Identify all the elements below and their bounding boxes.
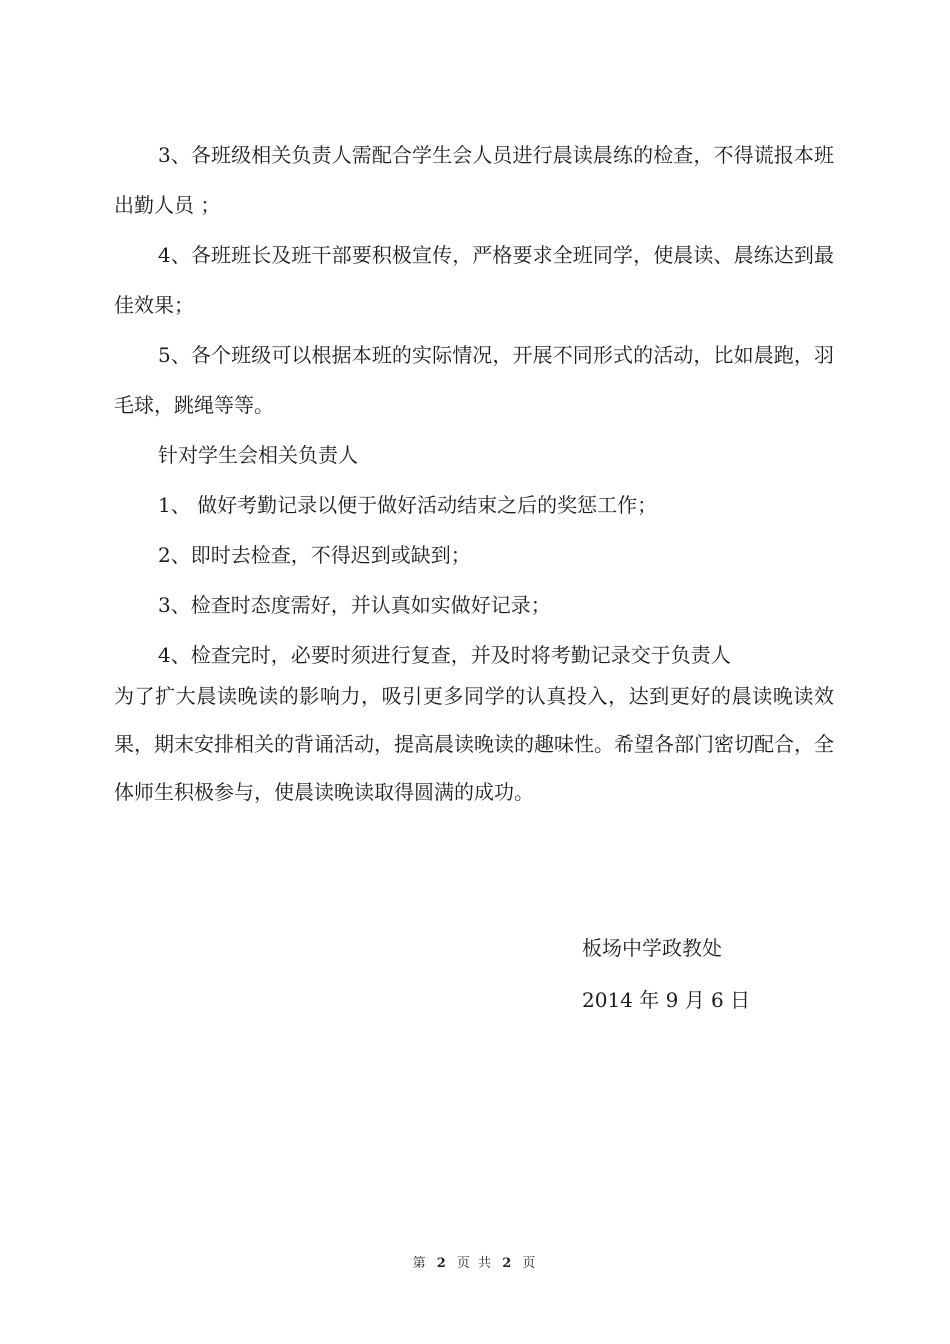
- signature-date: 2014 年 9 月 6 日: [582, 988, 751, 1012]
- footer-middle: 页 共: [456, 1256, 494, 1271]
- duty-item-1: 1、 做好考勤记录以便于做好活动结束之后的奖惩工作；: [158, 493, 658, 517]
- closing-paragraph: 为了扩大晨读晚读的影响力，吸引更多同学的认真投入，达到更好的晨读晚读效果，期末安排相关的背诵活动，提高晨读晚读的趣味性。希望各部门密切配合，全体师生积极参与，使晨读晚读取得圆满的成功。: [114, 684, 834, 804]
- duty-item-2: 2、即时去检查，不得迟到或缺到；: [158, 543, 471, 567]
- footer-prefix: 第: [412, 1256, 428, 1271]
- page-footer: [0, 1252, 950, 1271]
- document-body: [114, 130, 834, 680]
- paragraph-item-3: 3、各班级相关负责人需配合学生会人员进行晨读晨练的检查，不得谎报本班出勤人员 ；: [114, 143, 834, 217]
- duty-item-4: 4、检查完时，必要时须进行复查，并及时将考勤记录交于负责人: [158, 643, 731, 667]
- duty-item-3: 3、检查时态度需好，并认真如实做好记录；: [158, 593, 551, 617]
- signature-block: [582, 922, 750, 1026]
- paragraph-item-5: 5、各个班级可以根据本班的实际情况，开展不同形式的活动，比如晨跑，羽毛球，跳绳等等。: [114, 343, 834, 417]
- footer-total-pages: 2: [502, 1256, 514, 1271]
- footer-suffix: 页: [522, 1256, 538, 1271]
- signature-org: 板场中学政教处: [582, 936, 722, 960]
- section-heading: 针对学生会相关负责人: [158, 443, 358, 467]
- footer-current-page: 2: [436, 1256, 448, 1271]
- paragraph-item-4: 4、各班班长及班干部要积极宣传，严格要求全班同学，使晨读、晨练达到最佳效果；: [114, 243, 834, 317]
